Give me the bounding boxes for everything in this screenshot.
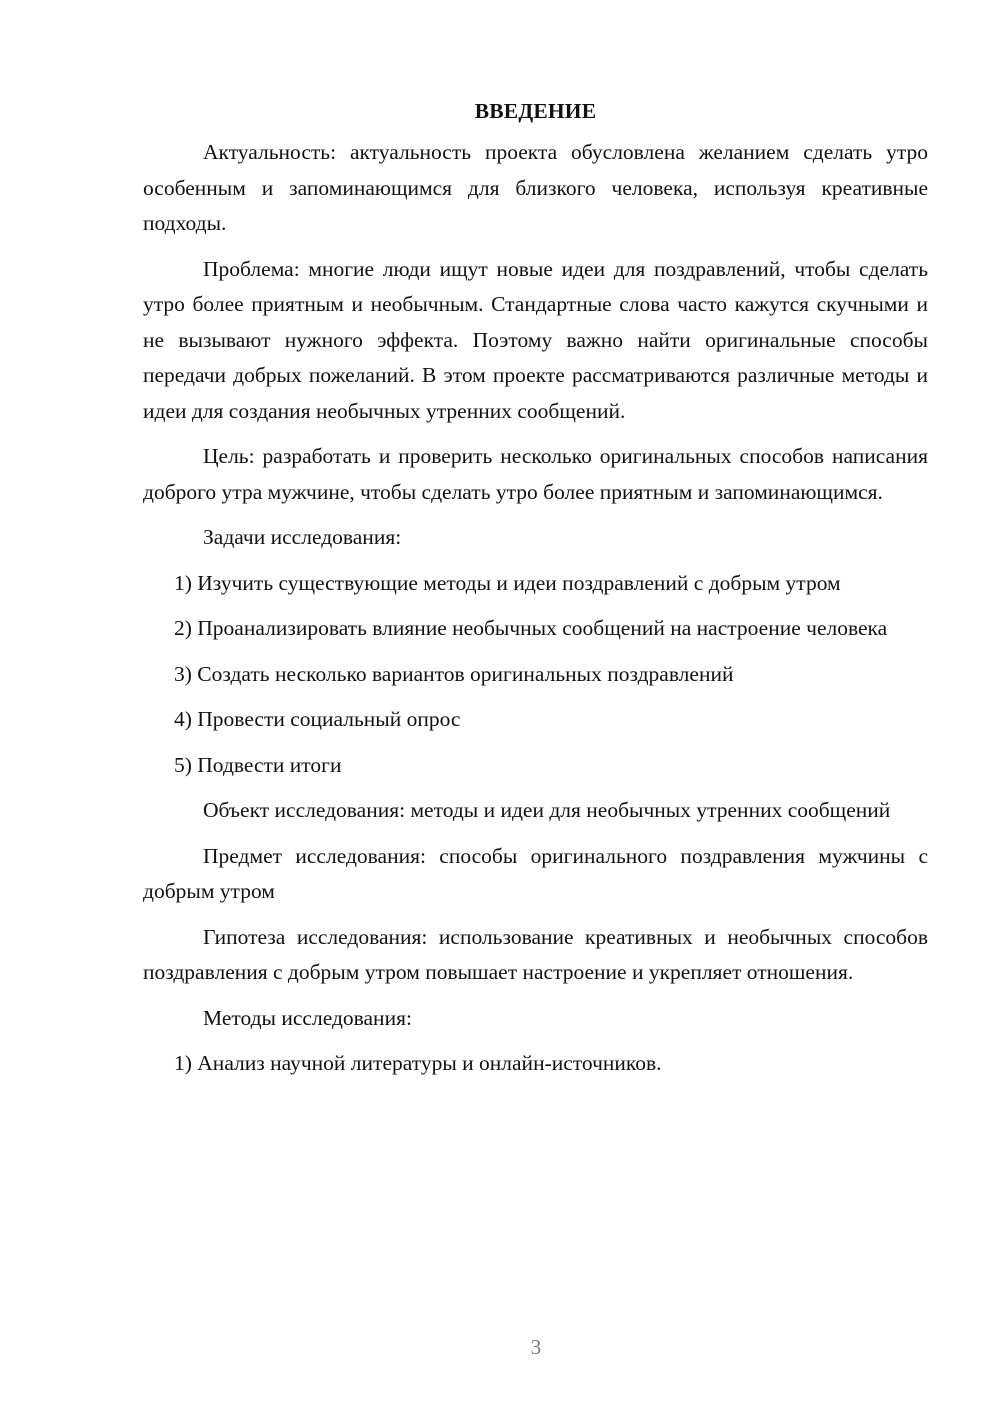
methods-heading: Методы исследования: [203,1005,412,1030]
method-item: 1) Анализ научной литературы и онлайн-источников. [174,1051,662,1075]
task-item: 2) Проанализировать влияние необычных сообщений на настроение человека [174,616,888,640]
task-item: 5) Подвести итоги [174,752,342,777]
paragraph-hypothesis: Гипотеза исследования: использование креативных и необычных способов поздравления с добрым утром повышает настроение и укрепляет отношения. [143,924,928,984]
task-item: 3) Создать несколько вариантов оригинальных поздравлений [174,661,734,686]
page-title: ВВЕДЕНИЕ [474,99,597,123]
tasks-heading: Задачи исследования: [203,525,402,549]
paragraph-subject: Предмет исследования: способы оригинального поздравления мужчины с добрым утром [143,843,928,903]
page-number: 3 [530,1335,542,1359]
task-item: 4) Провести социальный опрос [174,707,461,731]
paragraph-object: Объект исследования: методы и идеи для необычных утренних сообщений [203,798,891,822]
task-item: 1) Изучить существующие методы и идеи поздравлений с добрым утром [174,570,841,595]
paragraph-goal: Цель: разработать и проверить несколько оригинальных способов написания доброго утра мужчине, чтобы сделать утро более приятным и запоминающимся. [143,444,928,504]
paragraph-problem: Проблема: многие люди ищут новые идеи для поздравлений, чтобы сделать утро более приятным и необычным. Стандартные слова часто кажутся скучными и не вызывают нужного эффекта. Поэтому важно найти оригинальные способы передачи добрых пожеланий. В этом проекте рассматриваются различные методы и идеи для создания необычных утренних сообщений. [143,256,928,423]
page-content [143,96,928,1092]
paragraph-relevance: Актуальность: актуальность проекта обусловлена желанием сделать утро особенным и запоминающимся для близкого человека, используя креативные подходы. [143,140,928,235]
